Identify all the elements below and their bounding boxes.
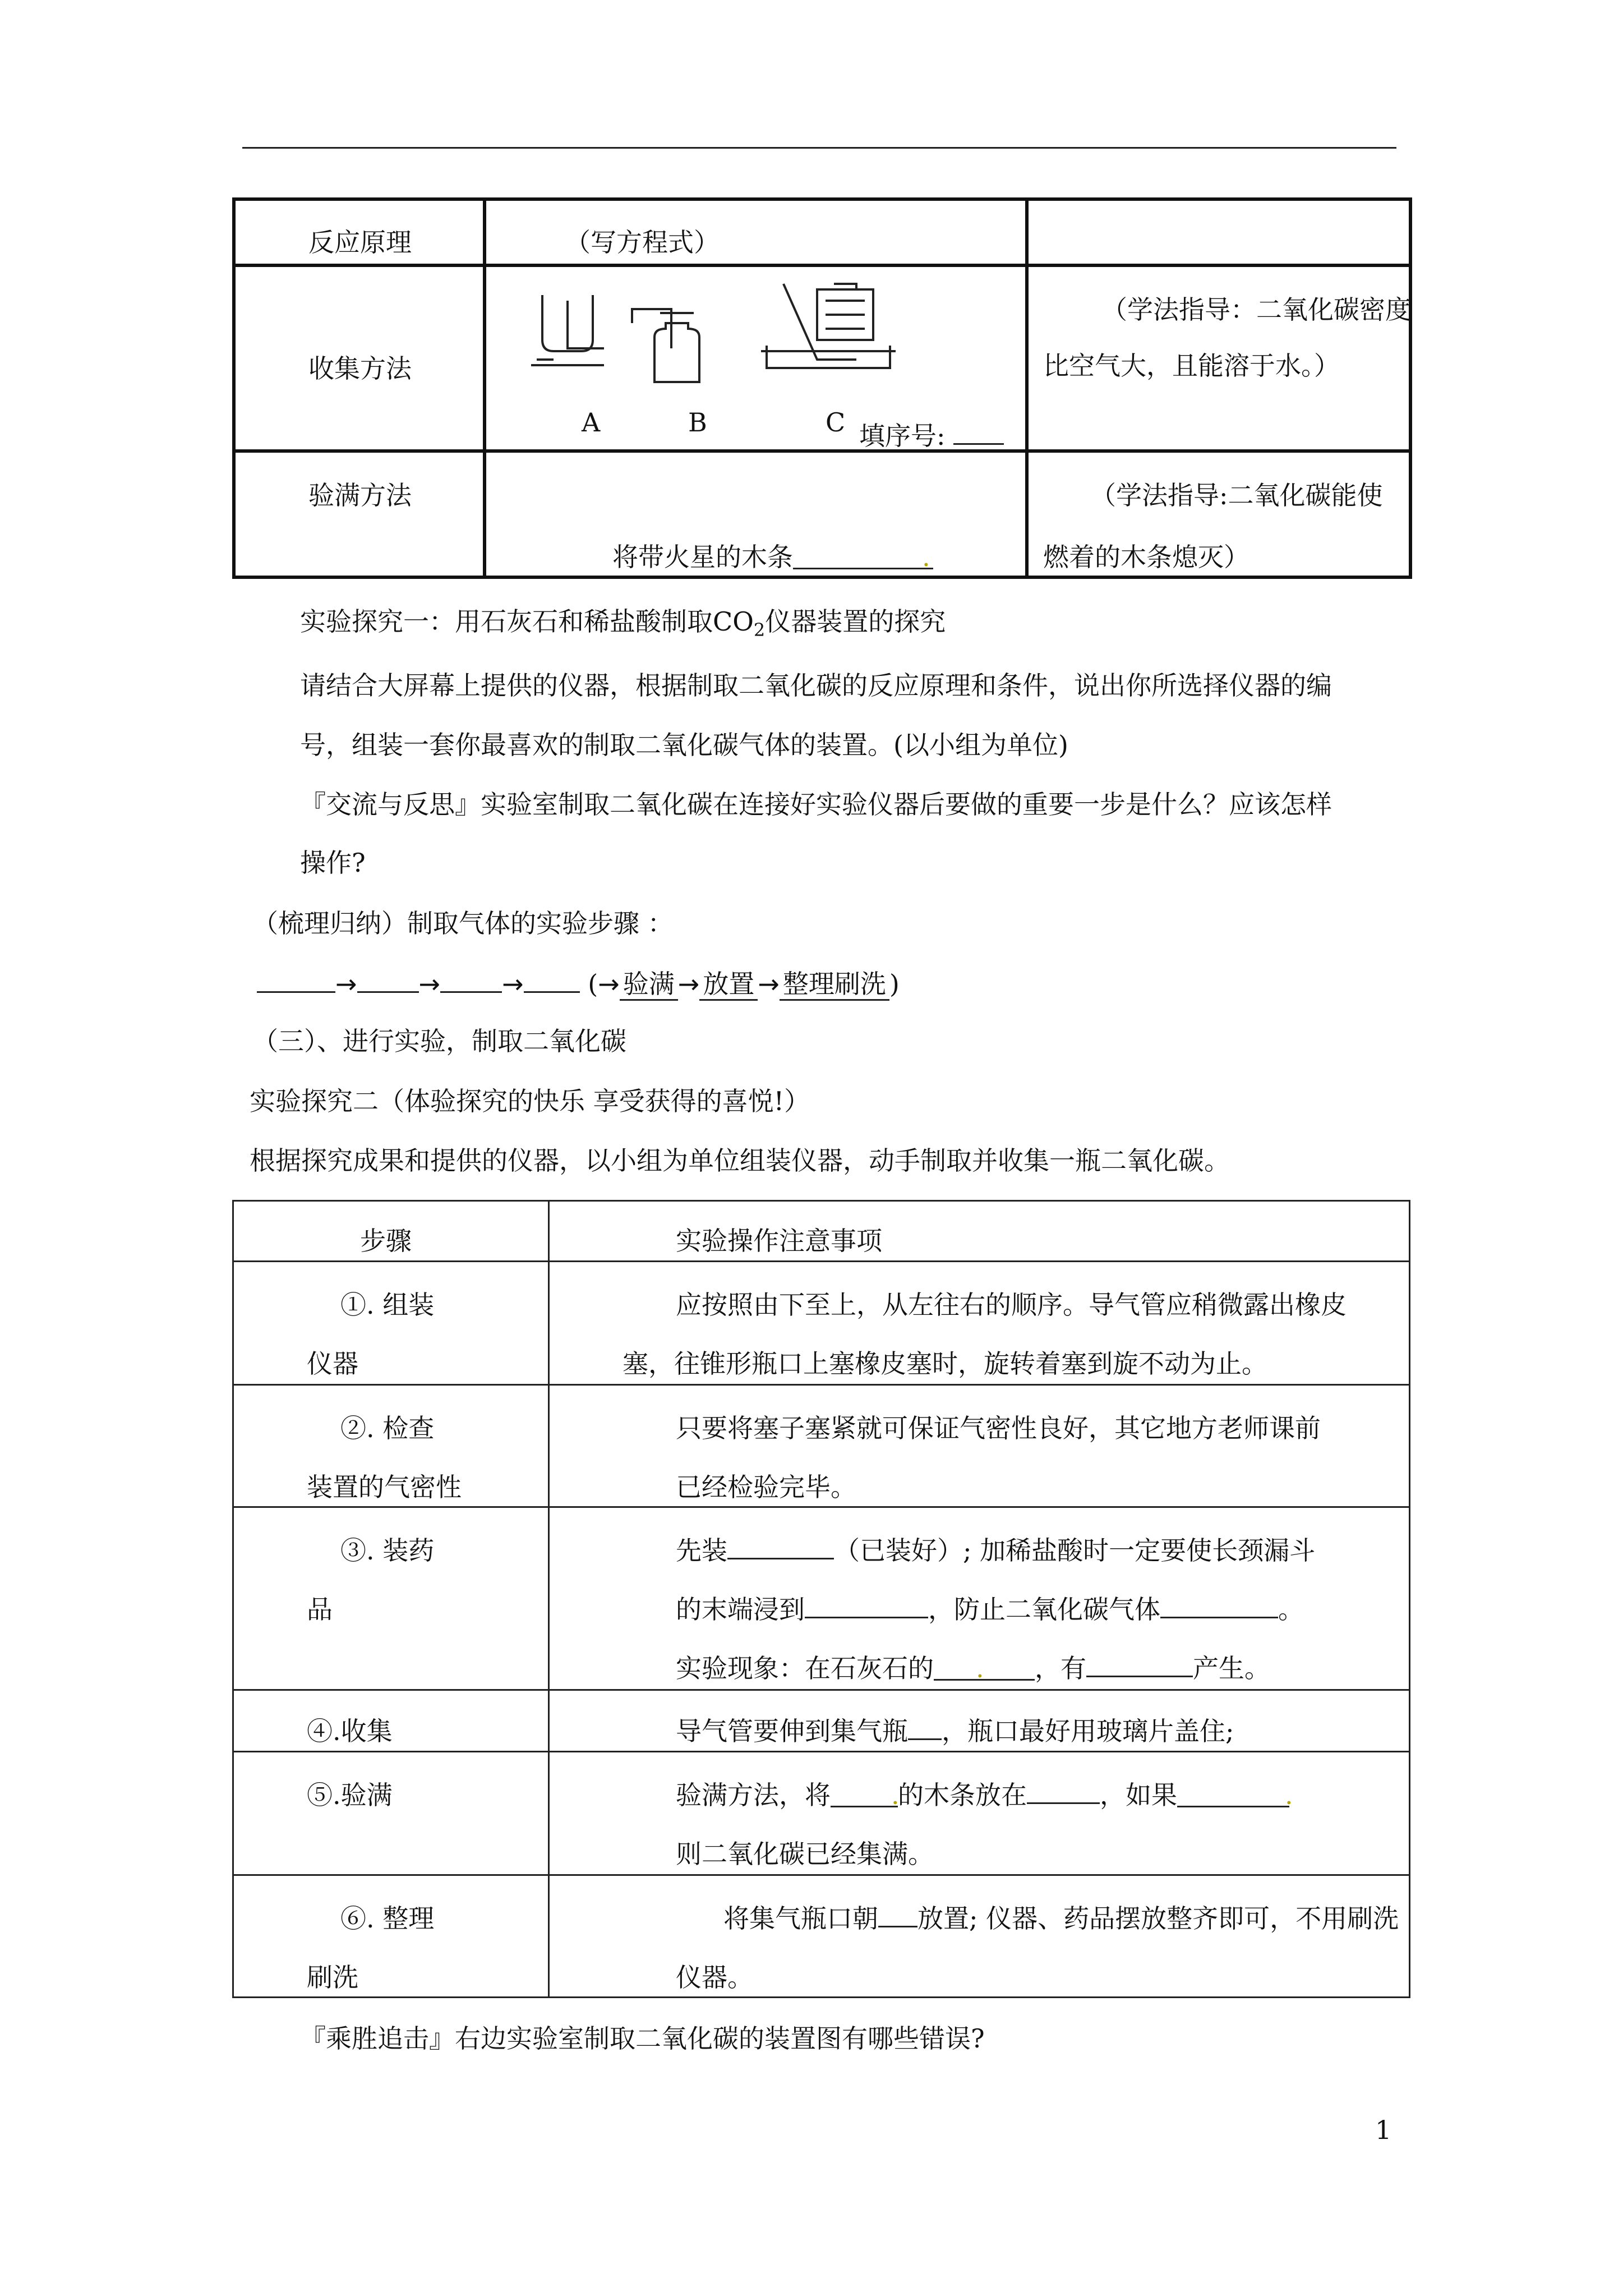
step-add-reagents: ③. 装药: [340, 1535, 435, 1566]
flow-blank-4[interactable]: [524, 965, 580, 993]
closing-question: 『乘胜追击』右边实验室制取二氧化碳的装置图有哪些错误?: [300, 2023, 985, 2054]
answer-blank[interactable]: .: [831, 1780, 898, 1807]
steps-table: [232, 1200, 1410, 1998]
instruction-line2: 号，组装一套你最喜欢的制取二氧化碳气体的装置。(以小组为单位): [300, 730, 1068, 760]
step-clean-up: ⑥. 整理: [340, 1903, 435, 1934]
apparatus-a: [531, 295, 604, 365]
step-assemble: ①. 组装: [340, 1290, 435, 1320]
header-notes: 实验操作注意事项: [676, 1226, 882, 1256]
note-line: 则二氧化碳已经集满。: [676, 1839, 934, 1869]
flow-blank-2[interactable]: [357, 965, 419, 993]
collection-tip-line2: 比空气大，且能溶于水。）: [1043, 351, 1340, 381]
arrow-icon: →: [502, 969, 524, 999]
arrow-icon: →: [677, 969, 700, 999]
flow-step-place: 放置: [699, 969, 758, 1001]
flow-step-check-full: 验满: [620, 969, 678, 1001]
table-header-row: [233, 1201, 1410, 1262]
note-line: 将集气瓶口朝 放置; 仪器、药品摆放整齐即可，不用刷洗: [723, 1898, 1399, 1935]
answer-blank[interactable]: [1086, 1650, 1193, 1677]
answer-blank[interactable]: [727, 1532, 834, 1559]
row-label-check-full: 验满方法: [308, 480, 412, 510]
principle-table: [232, 197, 1412, 579]
check-full-text: 将带火星的木条: [612, 542, 793, 572]
flow-step-clean: 整理刷洗: [780, 969, 889, 1001]
table-row: ②. 检查 装置的气密性 只要将塞子塞紧就可保证气密性良好，其它地方老师课前 已经检验完毕。: [233, 1385, 1410, 1507]
step-airtight: ②. 检查: [340, 1413, 435, 1443]
table-row: [233, 1690, 1410, 1752]
table-row: ③. 装药 品 先装 （已装好）; 加稀盐酸时一定要使长颈漏斗 的末端浸到 ，防止二氧化碳气体 。 实验现象：在石灰石的 . ，有 产生。: [233, 1507, 1410, 1690]
section-three-heading: （三）、进行实验，制取二氧化碳: [252, 1026, 626, 1056]
fill-blank[interactable]: [953, 417, 1004, 445]
note-line: 仪器。: [676, 1962, 753, 1993]
row-label-collection: 收集方法: [308, 353, 412, 384]
answer-blank[interactable]: [908, 1713, 942, 1740]
flow-blank-1[interactable]: [257, 965, 335, 993]
note-line: 已经检验完毕。: [676, 1472, 856, 1502]
check-full-field: [612, 537, 933, 574]
table-row: [234, 265, 1410, 451]
check-full-tip-line2: 燃着的木条熄灭）: [1043, 542, 1249, 572]
table-row: [234, 451, 1410, 577]
flow-close-paren: ): [889, 969, 900, 999]
fill-number-field: [859, 416, 1004, 453]
note-line: 导气管要伸到集气瓶 ，瓶口最好用玻璃片盖住;: [676, 1711, 1234, 1748]
experiment-two-title: 实验探究二（体验探究的快乐 享受获得的喜悦!）: [250, 1086, 810, 1116]
figure-label-b: B: [688, 407, 707, 438]
apparatus-c: [761, 284, 896, 368]
reflection-line1: 『交流与反思』实验室制取二氧化碳在连接好实验仪器后要做的重要一步是什么？应该怎样: [300, 789, 1332, 820]
note-line: 的末端浸到 ，防止二氧化碳气体 。: [676, 1589, 1304, 1626]
answer-blank[interactable]: .: [934, 1653, 1035, 1681]
row-label-reaction: 反应原理: [308, 227, 412, 257]
collection-apparatus-figure: [520, 278, 924, 390]
table-row: [233, 1752, 1410, 1875]
note-line: 应按照由下至上，从左往右的顺序。导气管应稍微露出橡皮: [676, 1290, 1347, 1320]
summary-heading: （梳理归纳）制取气体的实验步骤 ：: [252, 908, 674, 938]
equation-hint: （写方程式）: [565, 227, 720, 257]
experiment-one-title: 实验探究一：用石灰石和稀盐酸制取$CO_2$仪器装置的探究: [300, 606, 946, 641]
note-line: 实验现象：在石灰石的 . ，有 产生。: [676, 1648, 1270, 1685]
answer-blank[interactable]: .: [1177, 1780, 1289, 1807]
table-row: [234, 199, 1410, 265]
step-check-full: ⑤.验满: [307, 1780, 393, 1810]
experiment-two-intro: 根据探究成果和提供的仪器，以小组为单位组装仪器，动手制取并收集一瓶二氧化碳。: [250, 1145, 1230, 1176]
figure-label-c: C: [826, 407, 846, 438]
answer-blank[interactable]: [1027, 1777, 1100, 1804]
arrow-icon: →: [598, 969, 620, 999]
table-row: ①. 组装 仪器 应按照由下至上，从左往右的顺序。导气管应稍微露出橡皮 塞，往锥形瓶口上塞橡皮塞时，旋转着塞到旋不动为止。: [233, 1262, 1410, 1385]
header-step: 步骤: [360, 1226, 412, 1256]
check-full-blank[interactable]: .: [793, 542, 933, 569]
note-line: 塞，往锥形瓶口上塞橡皮塞时，旋转着塞到旋不动为止。: [623, 1349, 1267, 1379]
apparatus-b: [632, 309, 699, 382]
note-line: 验满方法，将 .的木条放在 ，如果 .: [676, 1775, 1289, 1812]
arrow-icon: →: [418, 969, 441, 999]
note-line: 只要将塞子塞紧就可保证气密性良好，其它地方老师课前: [676, 1413, 1321, 1443]
flow-open-paren: (: [588, 969, 598, 999]
answer-blank[interactable]: [878, 1900, 917, 1927]
header-rule: [242, 147, 1396, 149]
answer-blank[interactable]: [1160, 1591, 1278, 1618]
arrow-icon: →: [335, 969, 357, 999]
page-number: 1: [1375, 2115, 1392, 2145]
answer-blank[interactable]: [805, 1591, 928, 1618]
step-collect: ④.收集: [307, 1716, 393, 1746]
collection-tip-line1: （学法指导：二氧化碳密度: [1101, 295, 1411, 325]
figure-label-a: A: [582, 407, 601, 438]
check-full-tip-line1: （学法指导:二氧化碳能使: [1090, 480, 1383, 510]
reflection-line2: 操作?: [300, 848, 366, 878]
flow-blank-3[interactable]: [440, 965, 502, 993]
table-row: ⑥. 整理 刷洗 将集气瓶口朝 放置; 仪器、药品摆放整齐即可，不用刷洗 仪器。: [233, 1875, 1410, 1998]
arrow-icon: →: [758, 969, 780, 999]
fill-number-label: 填序号:: [859, 421, 946, 451]
procedure-flow: [257, 964, 900, 1001]
note-line: 先装 （已装好）; 加稀盐酸时一定要使长颈漏斗: [676, 1530, 1315, 1567]
instruction-line1: 请结合大屏幕上提供的仪器，根据制取二氧化碳的反应原理和条件，说出你所选择仪器的编: [300, 670, 1332, 701]
